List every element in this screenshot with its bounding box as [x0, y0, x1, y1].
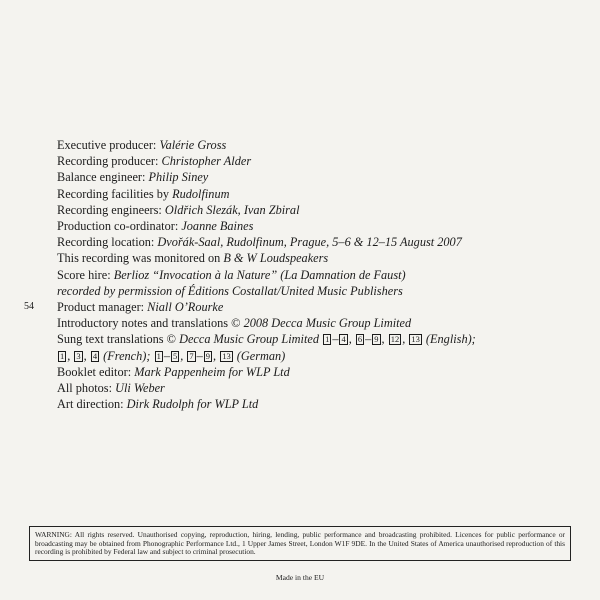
credit-label: Recording location: — [57, 235, 155, 250]
credit-value: Dirk Rudolph for WLP Ltd — [126, 397, 259, 412]
credit-recording-facilities — [57, 186, 572, 202]
credit-production-coordinator — [57, 218, 572, 234]
credit-value: Niall O’Rourke — [147, 300, 224, 315]
credit-label: Balance engineer: — [57, 170, 146, 185]
credit-notes-translations — [57, 315, 572, 331]
credit-executive-producer — [57, 137, 572, 153]
credit-value: recorded by permission of Éditions Costallat/United Music Publishers — [57, 283, 403, 298]
credit-recording-producer — [57, 153, 572, 169]
credit-product-manager — [57, 299, 572, 315]
track-number: 9 — [205, 350, 211, 361]
language-label: (English); — [425, 332, 476, 347]
track-number: 6 — [357, 334, 363, 345]
track-number: 13 — [222, 350, 231, 361]
credit-label: Sung text translations © — [57, 332, 176, 347]
credit-score-hire — [57, 267, 572, 283]
made-in-label: Made in the EU — [275, 573, 325, 582]
credit-monitoring — [57, 250, 572, 266]
copyright-warning: WARNING: All rights reserved. Unauthorised copying, reproduction, hiring, lending, public performance and broadcasting prohibited. Licences for public performance or broadcasting may be obtained from Phonographic Performance Ltd., 1 Upper James Street, London W1F 9DE. In the United States of America unauthorised reproduction of this recording is prohibited by Federal law and subject to criminal prosecution. — [29, 526, 571, 561]
credit-value: Rudolfinum — [172, 186, 230, 201]
credit-value: Berlioz “Invocation à la Nature” (La Damnation de Faust) — [113, 267, 406, 282]
credit-label: Executive producer: — [57, 138, 157, 152]
track-number: 13 — [411, 334, 420, 345]
track-number: 7 — [189, 350, 194, 361]
track-number: 1 — [156, 350, 161, 361]
credit-art-direction — [57, 396, 572, 412]
credit-value: Mark Pappenheim for WLP Ltd — [134, 364, 290, 379]
credit-balance-engineer — [57, 169, 572, 185]
credit-value: Uli Weber — [115, 381, 165, 396]
credit-label: Recording engineers: — [57, 202, 162, 217]
credit-value: B & W Loudspeakers — [223, 251, 329, 266]
credit-score-permission — [57, 283, 572, 299]
credit-label: Product manager: — [57, 300, 145, 315]
credit-recording-engineers — [57, 202, 572, 218]
language-label: (French); — [103, 348, 151, 363]
credit-label: Recording facilities by — [57, 186, 170, 201]
credit-sung-text-cont: 1 , 3 , 4 (French); 1 – 5 , 7 – 9 , 13 (German) — [60, 348, 286, 363]
credit-label: Art direction: — [57, 397, 124, 412]
track-number: 12 — [390, 334, 400, 345]
language-label: (German) — [236, 348, 286, 363]
track-number: 4 — [341, 334, 346, 345]
credit-booklet-editor — [57, 364, 572, 380]
credit-sung-text: Sung text translations © Decca Music Group Limited 1 – 4 , 6 – 9 , 12 , 13 (English); — [57, 332, 476, 347]
credit-label: Production co-ordinator: — [57, 219, 179, 234]
credit-value: Dvořák-Saal, Rudolfinum, Prague, 5–6 & 12–15 August 2007 — [157, 235, 462, 250]
credit-label: This recording was monitored on — [57, 251, 221, 266]
credit-label: Score hire: — [57, 267, 111, 282]
credit-value: Philip Siney — [148, 170, 209, 185]
credit-label: Booklet editor: — [57, 364, 132, 379]
credit-photos — [57, 380, 572, 396]
credit-value: Decca Music Group Limited — [179, 332, 319, 347]
credit-recording-location — [57, 234, 572, 250]
track-number: 4 — [92, 350, 98, 361]
page-number: 54 — [24, 301, 34, 312]
track-number: 3 — [76, 350, 81, 361]
credit-value: Valérie Gross — [159, 138, 227, 152]
credits-list — [57, 137, 572, 412]
credit-value: Joanne Baines — [181, 219, 254, 234]
track-number: 5 — [172, 350, 178, 361]
track-number: 9 — [374, 334, 379, 345]
credit-value: Oldřich Slezák, Ivan Zbiral — [164, 202, 300, 217]
credit-label: Recording producer: — [57, 154, 159, 169]
credit-label: Introductory notes and translations © — [57, 316, 241, 331]
credit-value: Christopher Alder — [161, 154, 252, 169]
credit-value: 2008 Decca Music Group Limited — [243, 316, 412, 331]
track-number: 1 — [60, 350, 65, 361]
credit-label: All photos: — [57, 381, 112, 396]
track-number: 1 — [325, 334, 330, 345]
